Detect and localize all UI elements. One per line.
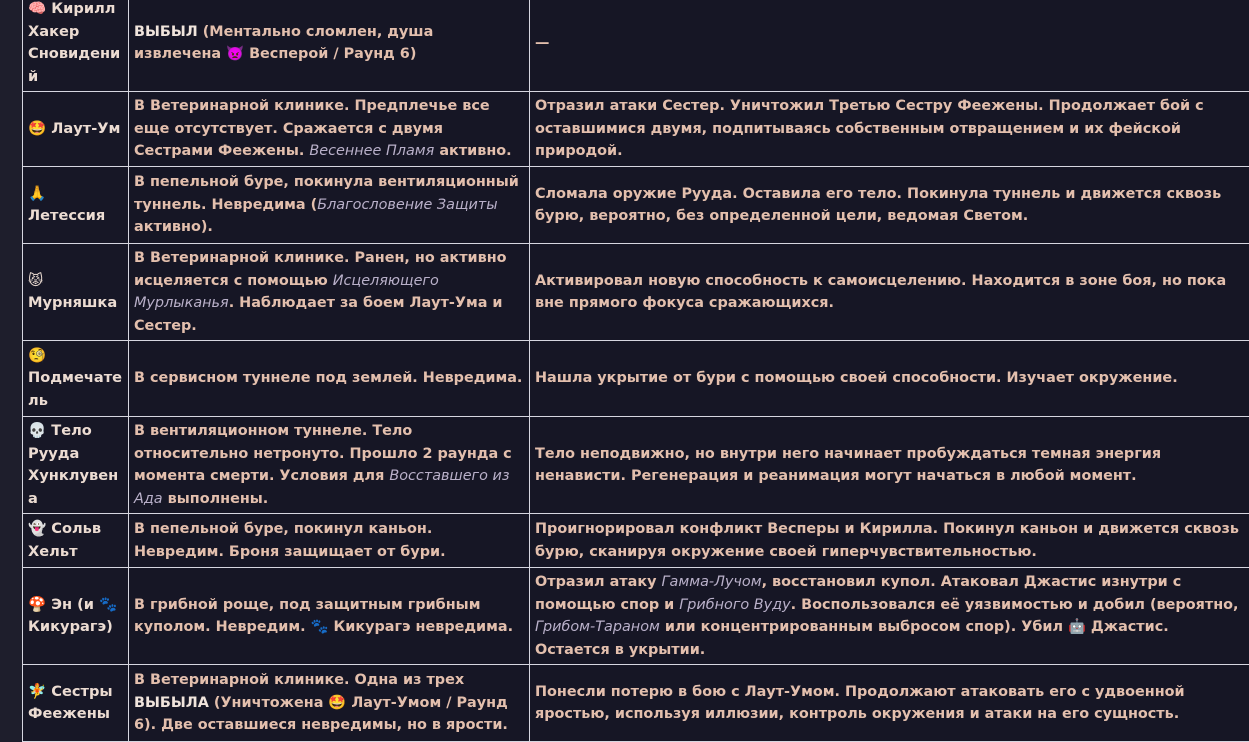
- table-row: [23, 514, 1249, 568]
- actions-cell: [530, 92, 1249, 167]
- cell-text: выполнены.: [163, 491, 269, 507]
- actions-cell: [530, 167, 1249, 244]
- ability-name: Грибом-Тараном: [535, 619, 660, 635]
- location-status-cell: [129, 568, 530, 665]
- actions-cell: [530, 341, 1249, 417]
- cell-text: Отразил атаки Сестер. Уничтожил Третью Сестру Феежены. Продолжает бой с оставшимися двумя, подпитываясь собственным отвращением и их фейской природой.: [535, 98, 1204, 159]
- cell-text: —: [535, 35, 549, 51]
- ability-name: Исцеляющего Мурлыканья: [134, 273, 439, 312]
- character-status-table: [22, 0, 1249, 742]
- character-name: 🤩 Лаут-Ум: [23, 92, 129, 167]
- cell-text: . Наблюдает за боем Лаут-Ума и Сестер.: [134, 295, 503, 334]
- location-status-cell: [129, 92, 530, 167]
- table-body: [23, 0, 1249, 742]
- cell-text: (Ментально сломлен, душа извлечена 👿 Весперой / Раунд 6): [134, 24, 433, 63]
- ability-name: Благословение Защиты: [317, 197, 497, 213]
- cell-text: В Ветеринарной клинике. Одна из трех: [134, 672, 464, 688]
- table-row: [23, 665, 1249, 742]
- location-status-cell: [129, 665, 530, 742]
- table-row: [23, 0, 1249, 92]
- location-status-cell: [129, 417, 530, 514]
- character-name: 👻 Сольв Хельт: [23, 514, 129, 568]
- cell-text: В пепельной буре, покинул каньон. Невредим. Броня защищает от бури.: [134, 521, 446, 560]
- location-status-cell: [129, 514, 530, 568]
- cell-text: В вентиляционном туннеле. Тело относительно нетронуто. Прошло 2 раунда с момента смерти. Условия для: [134, 423, 512, 484]
- table-row: [23, 167, 1249, 244]
- cell-text: В Ветеринарной клинике. Предплечье все еще отсутствует. Сражается с двумя Сестрами Феежены.: [134, 98, 490, 159]
- ability-name: Весеннее Пламя: [309, 143, 434, 159]
- table-row: [23, 417, 1249, 514]
- cell-text: Проигнорировал конфликт Весперы и Кирилла. Покинул каньон и движется сквозь бурю, сканируя окружение своей гиперчувствительностью.: [535, 521, 1239, 560]
- table-row: [23, 244, 1249, 341]
- character-name: 🧠 Кирилл Хакер Сновидений: [23, 0, 129, 92]
- cell-text: Сломала оружие Рууда. Оставила его тело. Покинула туннель и движется сквозь бурю, вероятно, без определенной цели, ведомая Светом.: [535, 186, 1221, 225]
- ability-name: Гамма-Лучом: [662, 574, 762, 590]
- character-name: 🧚 Сестры Феежены: [23, 665, 129, 742]
- cell-text: Тело неподвижно, но внутри него начинает пробуждаться темная энергия ненависти. Регенерация и реанимация могут начаться в любой момент.: [535, 446, 1161, 485]
- status-keyword: ВЫБЫЛ: [134, 24, 198, 40]
- character-name: 😾 Мурняшка: [23, 244, 129, 341]
- cell-text: В Ветеринарной клинике. Ранен, но активно исцеляется с помощью: [134, 250, 507, 289]
- location-status-cell: [129, 167, 530, 244]
- actions-cell: [530, 665, 1249, 742]
- location-status-cell: [129, 341, 530, 417]
- actions-cell: [530, 568, 1249, 665]
- character-name: 🙏 Летессия: [23, 167, 129, 244]
- ability-name: Восставшего из Ада: [134, 468, 510, 507]
- cell-text: Понесли потерю в бою с Лаут-Умом. Продолжают атаковать его с удвоенной яростью, используя иллюзии, контроль окружения и атаки на его сущность.: [535, 684, 1185, 723]
- cell-text: Отразил атаку: [535, 574, 662, 590]
- cell-text: или концентрированным выбросом спор). Убил 🤖 Джастис. Остается в укрытии.: [535, 619, 1169, 658]
- table-row: [23, 92, 1249, 167]
- cell-text: В грибной роще, под защитным грибным куполом. Невредим. 🐾 Кикурагэ невредима.: [134, 597, 513, 636]
- character-name: 🧐 Подмечатель: [23, 341, 129, 417]
- cell-text: активно).: [134, 219, 213, 235]
- cell-text: . Воспользовался её уязвимостью и добил (вероятно,: [791, 597, 1239, 613]
- cell-text: , восстановил купол. Атаковал Джастис изнутри с помощью спор и: [535, 574, 1181, 613]
- actions-cell: [530, 514, 1249, 568]
- character-name: 🍄 Эн (и 🐾 Кикурагэ): [23, 568, 129, 665]
- table-row: [23, 568, 1249, 665]
- cell-text: В сервисном туннеле под землей. Невредима.: [134, 370, 522, 386]
- table-row: [23, 341, 1249, 417]
- ability-name: Грибного Вуду: [679, 597, 790, 613]
- actions-cell: [530, 244, 1249, 341]
- cell-text: Нашла укрытие от бури с помощью своей способности. Изучает окружение.: [535, 370, 1178, 386]
- status-keyword: ВЫБЫЛА: [134, 695, 209, 711]
- cell-text: Активировал новую способность к самоисцелению. Находится в зоне боя, но пока вне прямого фокуса сражающихся.: [535, 273, 1226, 312]
- actions-cell: [530, 417, 1249, 514]
- cell-text: (Уничтожена 🤩 Лаут-Умом / Раунд 6). Две оставшиеся невредимы, но в ярости.: [134, 695, 508, 734]
- status-table-container: [22, 0, 1249, 742]
- location-status-cell: [129, 244, 530, 341]
- cell-text: активно.: [434, 143, 511, 159]
- cell-text: В пепельной буре, покинула вентиляционный туннель. Невредима (: [134, 174, 519, 213]
- character-name: 💀 Тело Рууда Хунклувена: [23, 417, 129, 514]
- location-status-cell: [129, 0, 530, 92]
- actions-cell: [530, 0, 1249, 92]
